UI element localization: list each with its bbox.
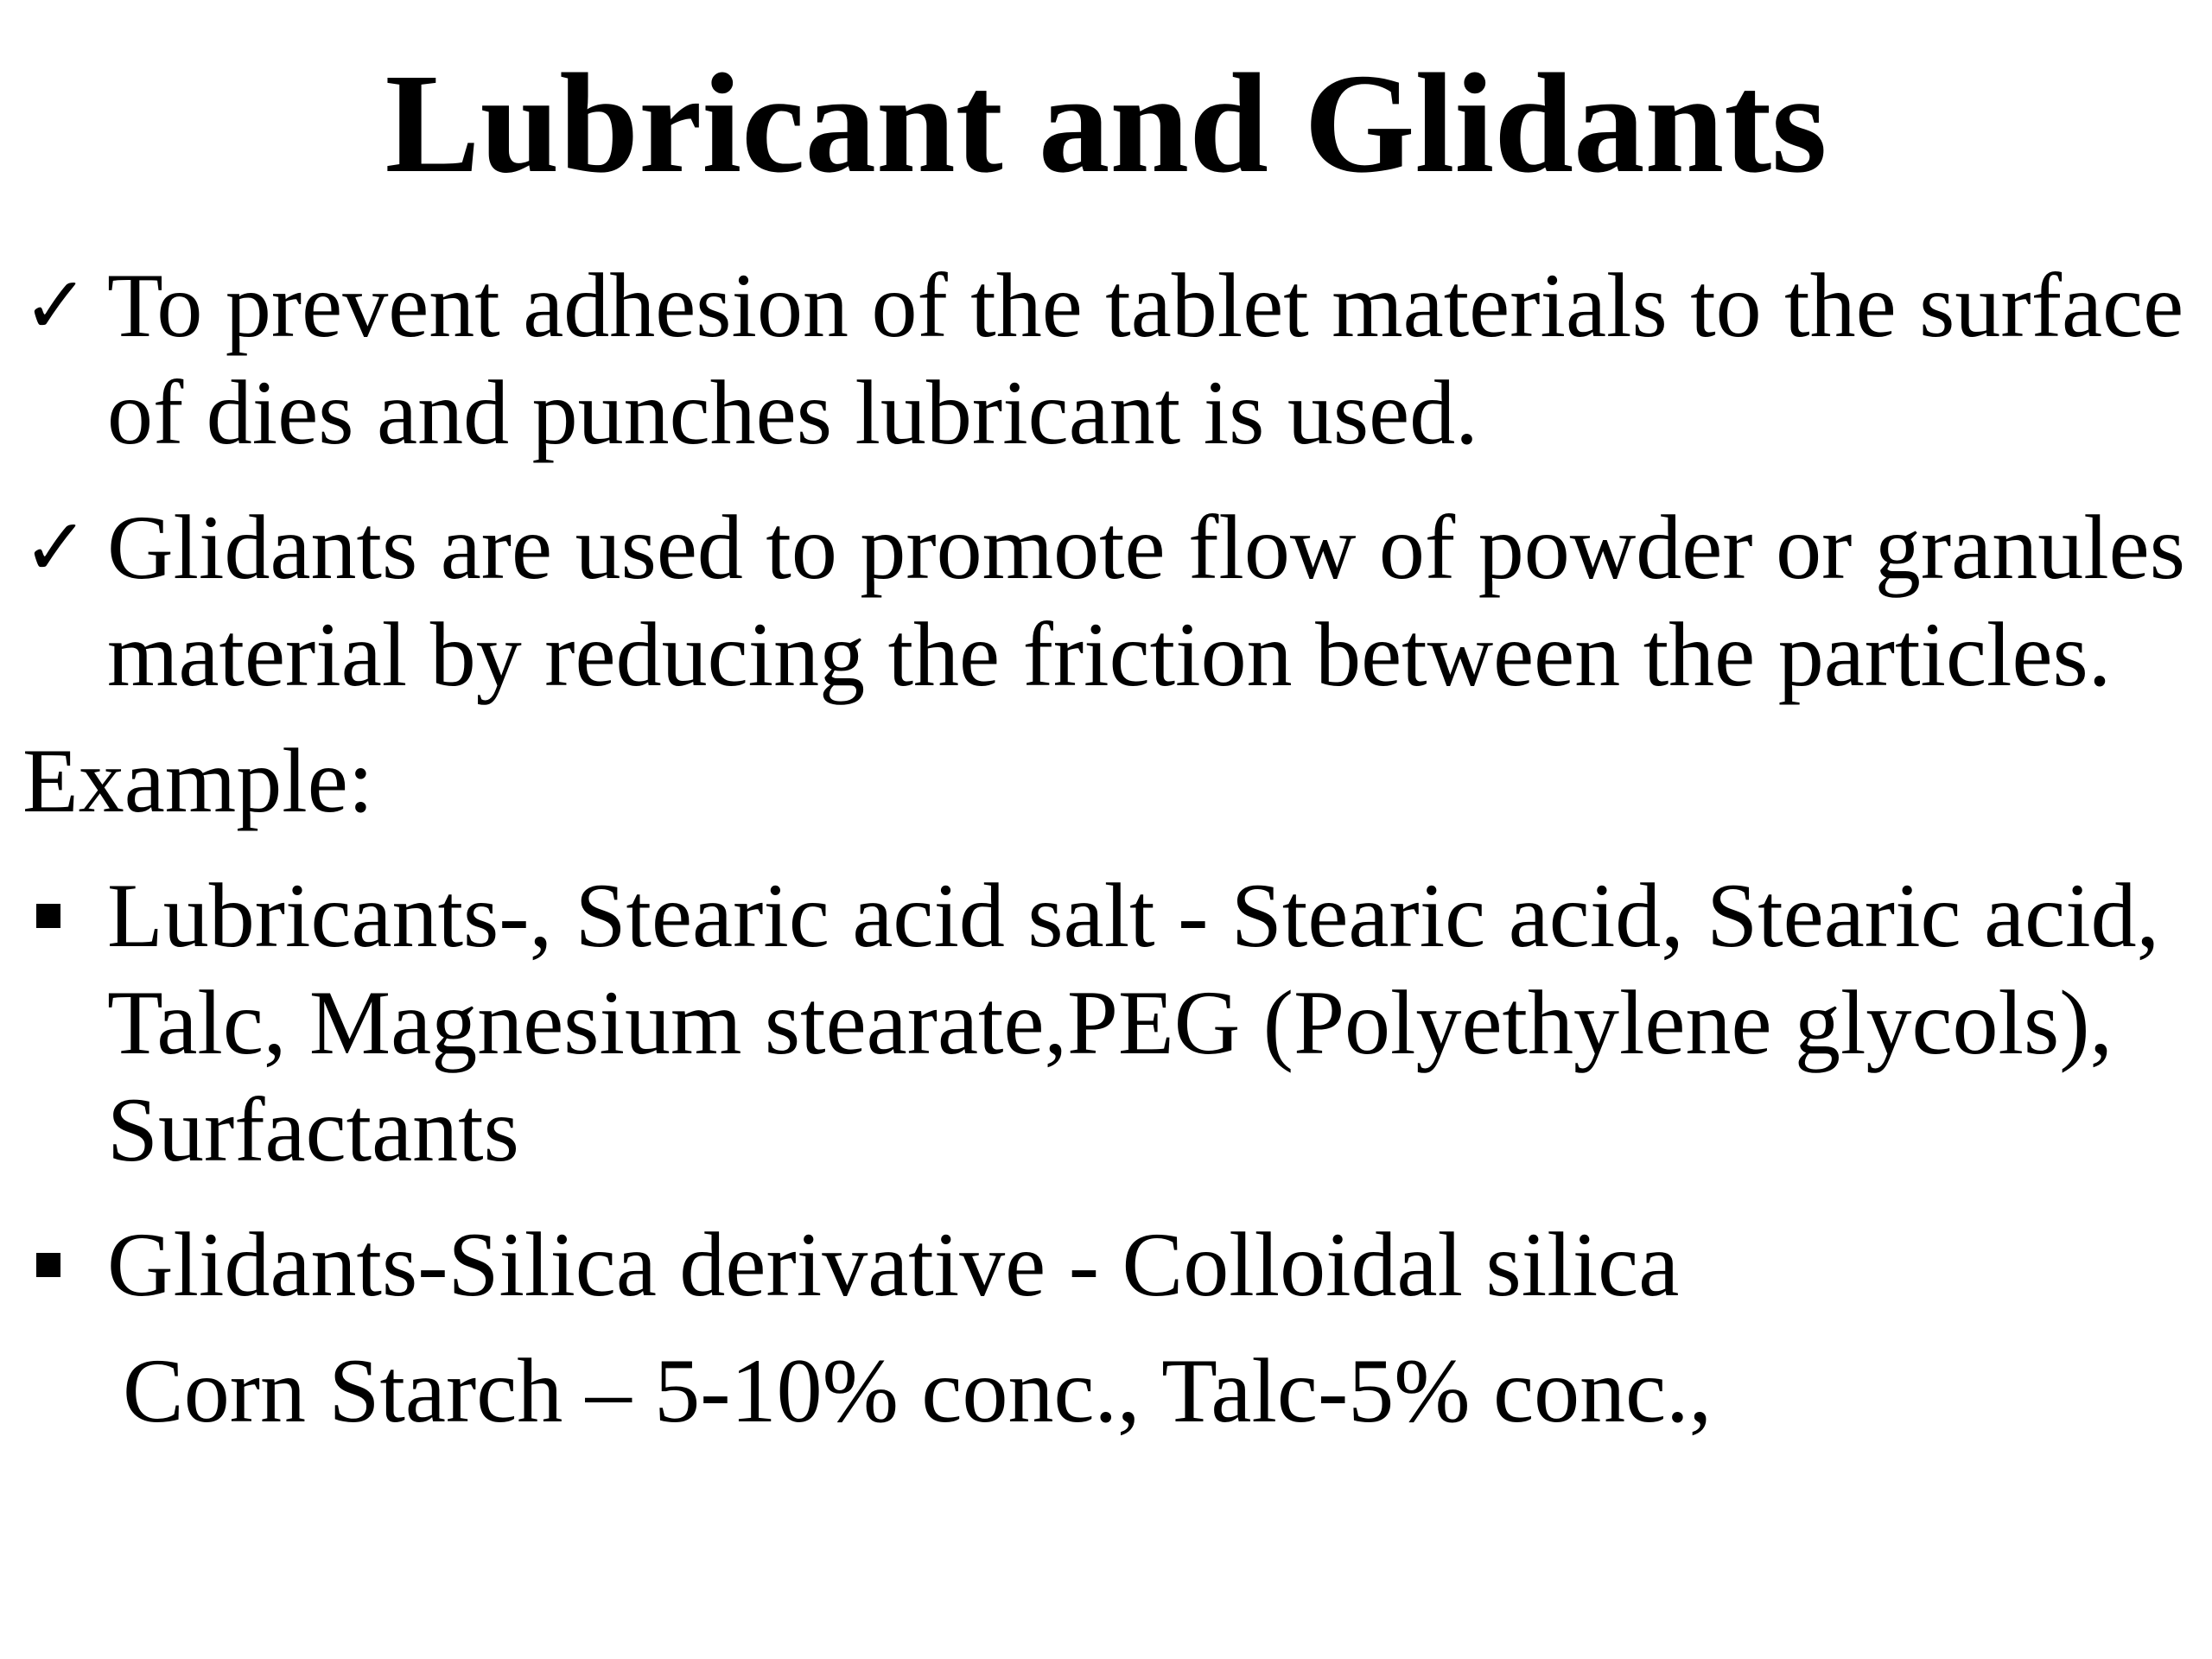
check-point xyxy=(22,252,2191,467)
check-point xyxy=(22,494,2191,709)
checkmark-icon: ✓ xyxy=(22,259,90,352)
example-item xyxy=(22,862,2191,1184)
check-point-text: To prevent adhesion of the tablet materials to the surface of dies and punches lubricant is used. xyxy=(107,255,2184,463)
example-extra-line: Corn Starch – 5-10% conc., Talc-5% conc., xyxy=(123,1340,1713,1441)
slide-body xyxy=(22,252,2191,1445)
example-item-text: Lubricants-, Stearic acid salt - Stearic acid, Stearic acid, Talc, Magnesium stearate,PEG (Polyethylene glycols), Surfactants xyxy=(107,865,2160,1180)
check-point-text: Glidants are used to promote flow of powder or granules material by reducing the friction between the particles. xyxy=(107,497,2185,705)
checkmark-icon: ✓ xyxy=(22,501,90,594)
square-bullet-icon xyxy=(36,1253,60,1277)
example-label: Example: xyxy=(22,730,374,831)
square-bullet-icon xyxy=(36,904,60,928)
example-item-text: Glidants-Silica derivative - Colloidal silica xyxy=(107,1214,1680,1315)
slide-title: Lubricant and Glidants xyxy=(385,44,1827,202)
example-item xyxy=(22,1211,2191,1319)
